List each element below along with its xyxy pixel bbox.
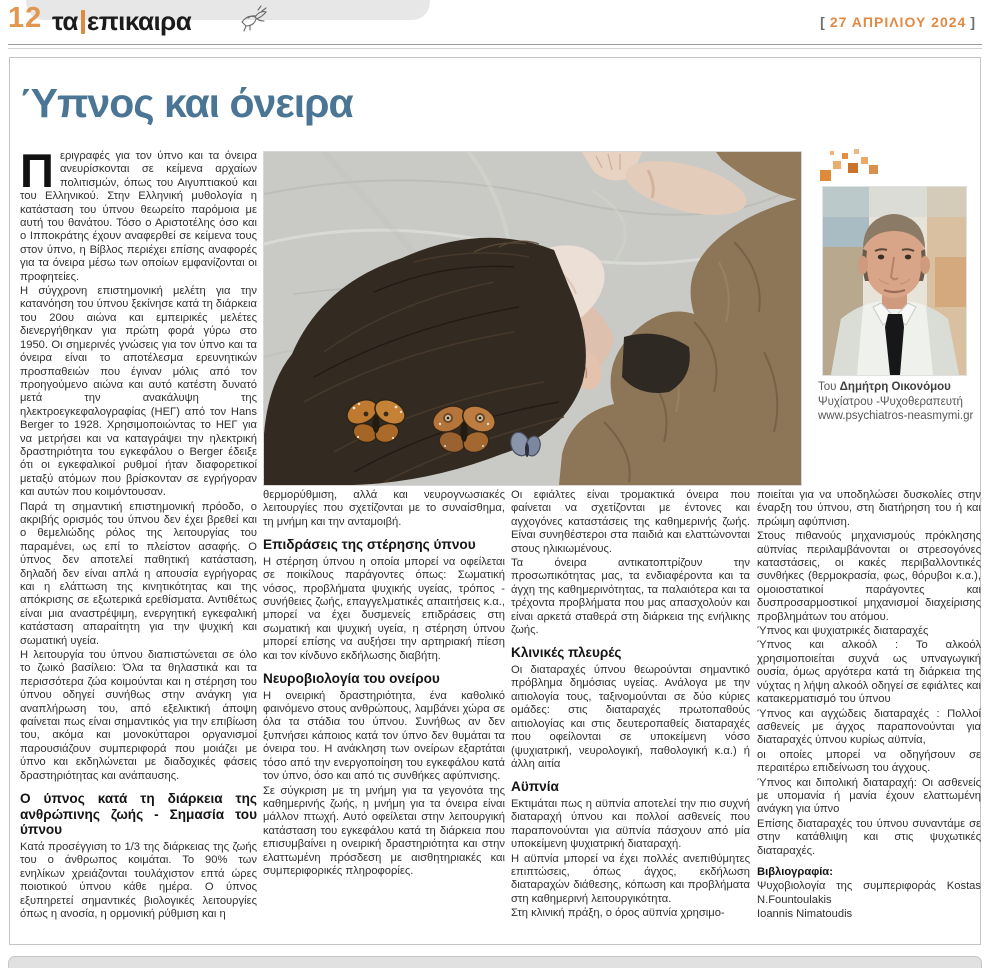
author-website: www.psychiatros-neasmymi.gr	[818, 410, 974, 422]
masthead-divider	[81, 10, 85, 34]
article-paragraph: ποιείται για να υποδηλώσει δυσκολίες στην έναρξη του ύπνου, στη διατήρηση του ή και πρώιμη αφύπνιση.	[757, 489, 981, 528]
article-paragraph: Στη κλινική πράξη, ο όρος αϋπνία χρησιμο-	[511, 907, 725, 920]
article-photo	[263, 151, 802, 486]
date-text: 27 ΑΠΡΙΛΙΟΥ 2024	[829, 14, 967, 30]
bibliography-heading: Βιβλιογραφία:	[757, 865, 833, 878]
pixel-decoration	[818, 148, 880, 184]
article-paragraph: Τα όνειρα αντικατοπτρίζουν την προσωπικότητας μας, τα ενδιαφέροντα και τα άγχη της καθημερινότητας, τα παλαιότερα και τα τρέχοντα προβλήματα που μας απασχολούν και είναι αρκετά σταθερά στη διάρκεια της ενήλικης ζωής.	[511, 557, 750, 637]
article-paragraph: Επίσης διαταραχές του ύπνου συναντάμε σε στην κατάθλιψη και στις ψυχωτικές διαταραχές.	[757, 817, 981, 857]
bird-logo-icon	[238, 4, 272, 34]
author-photo	[822, 186, 967, 376]
author-role: Ψυχίατρου -Ψυχοθεραπευτή	[818, 395, 963, 408]
article-paragraph: Η λειτουργία του ύπνου διαπιστώνεται σε όλο το ζωικό βασίλειο: Όλα τα θηλαστικά και τα περισσότερα ζώα κοιμούνται και η στέρηση του ύπνου οδηγεί συνήθως στην ανάγκη για αναπλήρωση του, από εξελικτική άποψη φαίνεται πως είναι σημαντικός για την επιβίωση του, ακόμα και μονοκύτταροι οργανισμοί παρουσιάζουν συμπεριφορά που μοιάζει με ύπνο και εκδηλώνεται με διαδοχικές φάσεις δραστηριότητας και ανάπαυσης.	[20, 649, 257, 782]
article-paragraph: Η ονειρική δραστηριότητα, ένα καθολικό φαινόμενο στους ανθρώπους, λαμβάνει χώρα σε όλα τα στάδια του ύπνου. Συνήθως αν δεν ξυπνήσει κάποιος κατά τον ύπνο δεν θυμάται τα όνειρα του. Η ανάκληση των ονείρων εξαρτάται τόσο από την ενεργοποίηση του εγκεφάλου κατά τον ύπνο, όσο και από τις συνθήκες αφύπνισης.	[263, 689, 505, 783]
article-paragraph: οι οποίες μπορεί να οδηγήσουν σε περαιτέρω επιδείνωση του άγχους.	[757, 748, 981, 775]
article-paragraph: Κατά προσέγγιση το 1/3 της διάρκειας της ζωής του ο άνθρωπος κοιμάται. Το 90% των ενηλίκων χρειάζονται τουλάχιστον επτά ώρες ποιοτικού ύπνου κάθε ημέρα. Ο ύπνος εξυπηρετεί σημαντικές βιολογικές λειτουργίες όπως η ανοσία, η ορμονική ρύθμιση και η	[20, 840, 257, 920]
article-paragraph: Οι εφιάλτες είναι τρομακτικά όνειρα που φαίνεται να σχετίζονται με έντονες και αγχογόνες καταστάσεις της καθημερινής ζωής. Είναι συνηθέστεροι στα παιδιά και ελαττώνονται στους ηλικιωμένους.	[511, 489, 750, 555]
section-heading: Αϋπνία	[511, 779, 559, 795]
masthead-epikaira: επικαιρα	[86, 6, 192, 36]
author-name: Δημήτρη Οικονόμου	[839, 381, 951, 393]
section-heading: Νευροβιολογία του ονείρου	[263, 671, 440, 687]
article-paragraph: θερμορύθμιση, αλλά και νευρογνωσιακές λειτουργίες που σχετίζονται με το συναίσθημα, τη μνήμη και την ανταμοιβή.	[263, 489, 505, 528]
text-column-4	[757, 489, 981, 941]
author-credit	[818, 380, 985, 424]
article-paragraph: Η σύγχρονη επιστημονική μελέτη για την κατανόηση του ύπνου ξεκίνησε κατά τη διάρκεια του 20ου αιώνα και εμπειρικές μελέτες διενεργήθηκαν για πρώτη φορά γύρω στο 1950. Οι σημερινές γνώσεις για τον ύπνο και τα όνειρα είναι το αποτέλεσμα ερευνητικών προσπαθειών που έγιναν μόλις από τον προηγούμενο αιώνα και αυτό κατέστη δυνατό μετά την ανακάλυψη της ηλεκτροεγκεφαλογραφίας (ΗΕΓ) από τον Hans Berger το 1928. Χρησιμοποιώντας το ΗΕΓ για να μετρήσει και να καταγράψει την ηλεκτρική δραστηριότητα του εγκεφάλου ο Berger έδειξε ότι οι εγκεφαλικοί ρυθμοί ήταν διαφορετικοί μεταξύ ατόμων που βρίσκονταν σε εγρήγοραν και αυτών που κοιμόντουσαν.	[20, 285, 257, 499]
text-column-3	[511, 489, 750, 941]
section-heading: Κλινικές πλευρές	[511, 645, 622, 661]
text-column-1	[20, 150, 257, 940]
page-number: 12	[8, 2, 43, 34]
byline-prefix: Του	[818, 381, 840, 393]
article-paragraph: Ύπνος και διπολική διαταραχή: Οι ασθενείς με υπομανία ή μανία έχουν ελαττωμένη ανάγκη για ύπνο	[757, 776, 981, 816]
article-paragraph: Περιγραφές για τον ύπνο και τα όνειρα ανευρίσκονται σε κείμενα αρχαίων πολιτισμών, όπως του Αιγυπτιακού και του Ελληνικού. Στην Ελληνική μυθολογία η κατάσταση του ύπνου θεωρείτο παρόμοια με αυτή του θανάτου. Τόσο ο Αριστοτέλης όσο και ο Ιπποκράτης έχουν αναφερθεί σε κείμενα τους στον ύπνο, η Βίβλος περιέχει επίσης αναφορές για τα όνειρα μέσω των οποίων εμφανίζονται οι προφητείες.	[20, 150, 257, 283]
date-bracket-open: [	[820, 14, 826, 30]
masthead-ta: τα	[52, 6, 78, 36]
masthead	[52, 6, 191, 37]
article-paragraph: Ύπνος και αλκοόλ : Το αλκοόλ χρησιμοποιείται συχνά ως υπναγωγική ουσία, όμως αργότερα κατά τη διάρκεια της νύχτας η λήψη αλκοόλ οδηγεί σε εφιάλτες και κατακερματισμό του ύπνου	[757, 639, 981, 706]
header-rule-top	[8, 44, 982, 45]
article-paragraph: Στους πιθανούς μηχανισμούς πρόκλησης αϋπνίας περιλαμβάνονται οι στρεσογόνες καταστάσεις, οι κακές περιβαλλοντικές συνθήκες (θερμοκρασία, φως, θόρυβοι κ.α.), ομοιοστατικοί παράγοντες και δυσπροσαρμοστικοί μηχανισμοί διαχείρισης προβλημάτων του ατόμου.	[757, 530, 981, 623]
author-portrait-illustration	[823, 187, 966, 375]
drop-cap: Π	[20, 150, 54, 197]
article-paragraph: Οι διαταραχές ύπνου θεωρούνται σημαντικό πρόβλημα δημόσιας υγείας. Ανάλογα με την αιτιολογία τους, ταξινομούνται σε δύο κύριες ομάδες: στις διαταραχές πρωτοπαθούς αιτιολογίας και στις δευτεροπαθείς διαταραχές που οφείλονται σε υποκείμενη νόσο (ψυχιατρική, νευρολογική, παθολογική κ.α.) ή άλλη αιτία	[511, 664, 750, 770]
issue-date	[816, 14, 980, 30]
article-paragraph: Εκτιμάται πως η αϋπνία αποτελεί την πιο συχνή διαταραχή ύπνου και πολλοί ασθενείς που παραπονούνται για αϋπνία πάσχουν από μία υποκείμενη ψυχιατρική διαταραχή.	[511, 797, 750, 851]
section-heading: Ο ύπνος κατά τη διάρκεια της ανθρώπινης ζωής - Σημασία του ύπνου	[20, 791, 257, 838]
byline	[818, 380, 985, 395]
article-paragraph: Η στέρηση ύπνου η οποία μπορεί να οφείλεται σε ποικίλους παράγοντες όπως: Σωματική νόσος, προβλήματα ψυχικής υγείας, τρόπος - συνήθειες ζωής, επαγγελματικές απαιτήσεις κ.α., μπορεί να έχει δυσμενείς επιδράσεις στη σωματική και ψυχική υγεία, η στέρηση ύπνου μπορεί επίσης να αυξήσει την αρτηριακή πίεση και τον κίνδυνο εκδήλωσης διαβήτη.	[263, 555, 505, 662]
article-paragraph: Ύπνος και αγχώδεις διαταραχές : Πολλοί ασθενείς με άγχος παραπονούνται για διαταραχές ύπνου κυρίως αϋπνία,	[757, 707, 981, 747]
text-column-2	[263, 489, 505, 941]
article-paragraph: Σε σύγκριση με τη μνήμη για τα γεγονότα της καθημερινής ζωής, η μνήμη για τα όνειρα είναι μάλλον πτωχή. Αυτό οφείλεται στην λειτουργική κατάσταση του εγκεφάλου κατά τη διάρκεια που επισυμβαίνει η ονειρική δραστηριότητα και στην ελαττωμένη πρόσδεση με αισθητηριακές και συμπεριφορικές πληροφορίες.	[263, 784, 505, 877]
sleeping-child-illustration	[264, 152, 801, 485]
article-title: Ύπνος και όνειρα	[20, 80, 353, 126]
section-heading: Επιδράσεις της στέρησης ύπνου	[263, 537, 476, 553]
article-paragraph: Η αϋπνία μπορεί να έχει πολλές ανεπιθύμητες επιπτώσεις, όπως άγχος, εκδήλωση διαταραχών διάθεσης, κόπωση και προβλήματα στη καθημερινή λειτουργικότητα.	[511, 852, 750, 905]
next-section-strip	[8, 956, 982, 968]
date-bracket-close: ]	[970, 14, 976, 30]
header-rule-bottom	[8, 48, 982, 49]
article-paragraph: Ioannis Nimatoudis	[757, 908, 853, 921]
article-paragraph: Παρά τη σημαντική επιστημονική πρόοδο, ο ακριβής ορισμός του ύπνου δεν έχει βρεθεί και ο θεμελιώδης ρόλος της λειτουργίας του παραμένει, ως επί το πλείστον ασαφής. Ο ύπνος δεν αποτελεί παθητική κατάσταση, δηλαδή δεν είναι απλά η απουσία εγρήγορας και η ελάττωση της κινητικότητας και της απόκρισης σε εξωτερικά ερεθίσματα. Αντιθέτως είναι μια αναστρέψιμη, ενεργητική εγκεφαλική κατάσταση απαραίτητη για την ψυχική και σωματική υγεία.	[20, 500, 257, 647]
article-paragraph: Ύπνος και ψυχιατρικές διαταραχές	[757, 625, 929, 638]
article-paragraph: Ψυχοβιολογία της συμπεριφοράς Kostas N.Fountoulakis	[757, 880, 981, 906]
